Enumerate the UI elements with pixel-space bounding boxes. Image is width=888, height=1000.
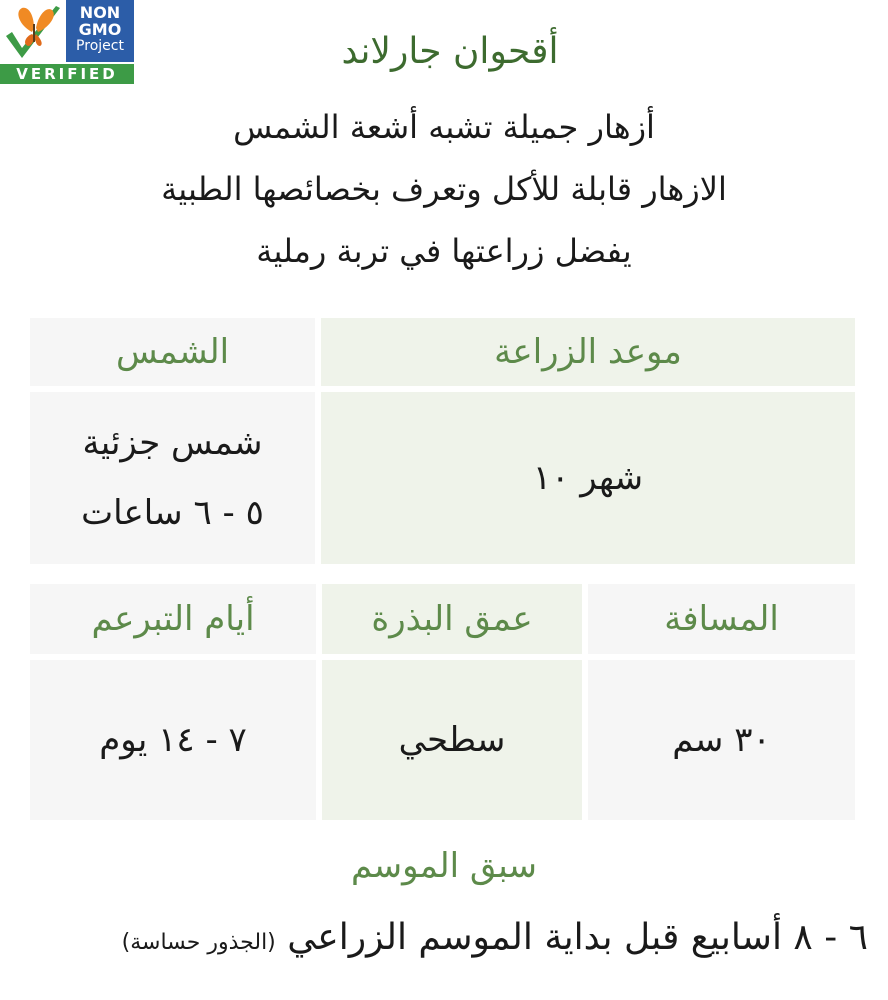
non-gmo-verified-logo — [0, 0, 134, 84]
sun-header — [30, 318, 315, 386]
season-text — [20, 908, 868, 973]
sun-header-label: الشمس — [115, 332, 230, 372]
season-main-text: ٦ - ٨ أسابيع قبل بداية الموسم الزراعي — [287, 917, 868, 958]
seed-depth-value — [322, 660, 582, 820]
planting-time-header-label: موعد الزراعة — [494, 332, 682, 372]
germination-days-header — [30, 584, 316, 654]
germination-days-value-text: ٧ - ١٤ يوم — [99, 720, 247, 760]
spacing-value-text: ٣٠ سم — [672, 720, 771, 760]
logo-non-gmo-text: NON GMO — [78, 3, 122, 39]
description-line-1: أزهار جميلة تشبه أشعة الشمس — [233, 108, 655, 146]
seed-depth-header — [322, 584, 582, 654]
logo-project-text: Project — [76, 38, 124, 54]
logo-verified-text: VERIFIED — [0, 64, 134, 84]
planting-time-value-text: شهر ١٠ — [532, 458, 644, 498]
germination-days-value — [30, 660, 316, 820]
sun-value — [30, 392, 315, 564]
season-note: (الجذور حساسة) — [121, 930, 276, 955]
planting-time-value — [321, 392, 855, 564]
product-title: أقحوان جارلاند — [341, 31, 559, 72]
butterfly-icon — [2, 2, 64, 62]
spacing-value — [588, 660, 855, 820]
sun-value-line-1: شمس جزئية — [82, 423, 263, 463]
season-title: سبق الموسم — [350, 846, 538, 886]
sun-value-line-2: ٥ - ٦ ساعات — [81, 493, 264, 533]
description-line-2: الازهار قابلة للأكل وتعرف بخصائصها الطبية — [161, 170, 727, 208]
logo-top — [0, 0, 134, 64]
planting-time-header — [321, 318, 855, 386]
logo-badge — [66, 0, 134, 62]
seed-depth-value-text: سطحي — [398, 720, 506, 760]
spacing-header-label: المسافة — [664, 599, 779, 639]
description-line-3: يفضل زراعتها في تربة رملية — [256, 232, 632, 270]
germination-days-header-label: أيام التبرعم — [91, 599, 255, 639]
seed-depth-header-label: عمق البذرة — [371, 599, 533, 639]
spacing-header — [588, 584, 855, 654]
